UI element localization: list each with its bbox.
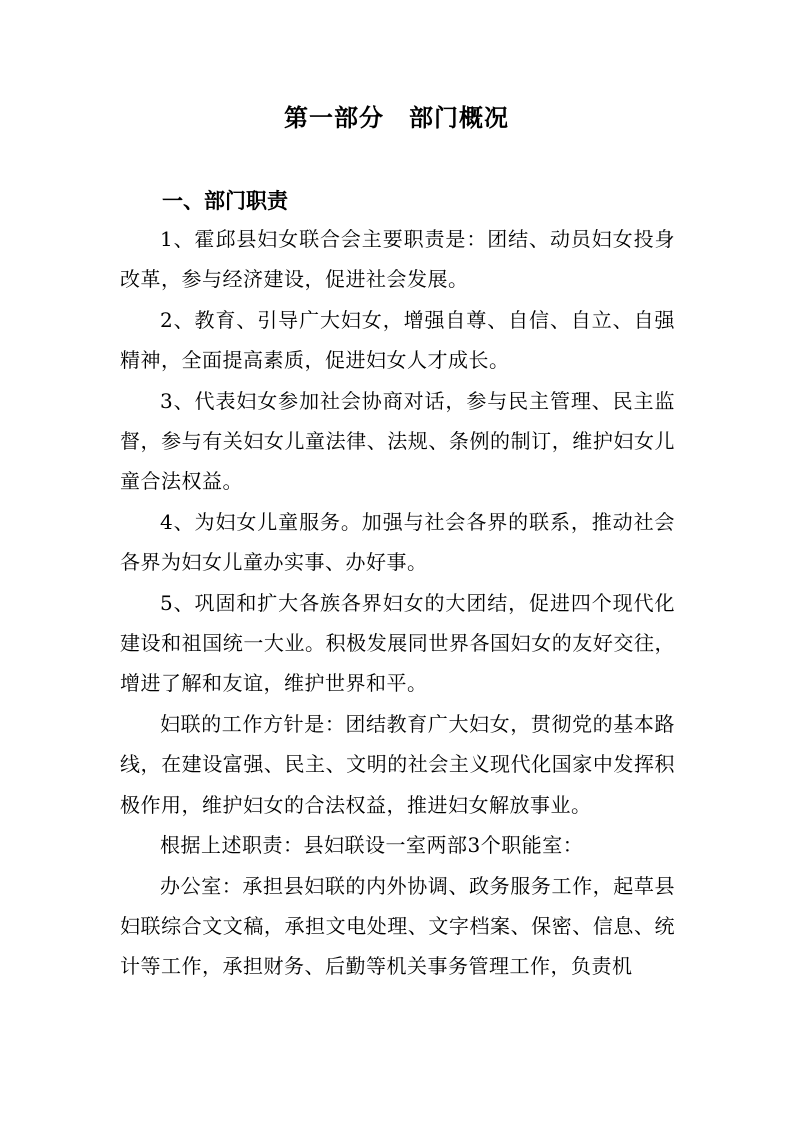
document-body	[120, 183, 675, 987]
paragraph-structure: 根据上述职责：县妇联设一室两部3个职能室：	[160, 833, 584, 858]
paragraph-duty-2: 2、教育、引导广大妇女，增强自尊、自信、自立、自强精神，全面提高素质，促进妇女人才成长。	[120, 307, 675, 373]
page-title: 第一部分 部门概况	[284, 104, 509, 132]
section-heading: 一、部门职责	[162, 189, 288, 213]
paragraph-office-duties: 办公室：承担县妇联的内外协调、政务服务工作，起草县妇联综合文文稿，承担文电处理、文字档案、保密、信息、统计等工作，承担财务、后勤等机关事务管理工作，负责机	[120, 873, 675, 979]
paragraph-work-policy: 妇联的工作方针是：团结教育广大妇女，贯彻党的基本路线，在建设富强、民主、文明的社会主义现代化国家中发挥积极作用，维护妇女的合法权益，推进妇女解放事业。	[120, 711, 675, 817]
paragraph-duty-4: 4、为妇女儿童服务。加强与社会各界的联系，推动社会各界为妇女儿童办实事、办好事。	[120, 509, 675, 575]
paragraph-duty-5: 5、巩固和扩大各族各界妇女的大团结，促进四个现代化建设和祖国统一大业。积极发展同世界各国妇女的友好交往，增进了解和友谊，维护世界和平。	[120, 590, 675, 696]
paragraph-duty-3: 3、代表妇女参加社会协商对话，参与民主管理、民主监督，参与有关妇女儿童法律、法规、条例的制订，维护妇女儿童合法权益。	[120, 388, 675, 494]
paragraph-duty-1: 1、霍邱县妇女联合会主要职责是：团结、动员妇女投身改革，参与经济建设，促进社会发展。	[120, 227, 675, 292]
